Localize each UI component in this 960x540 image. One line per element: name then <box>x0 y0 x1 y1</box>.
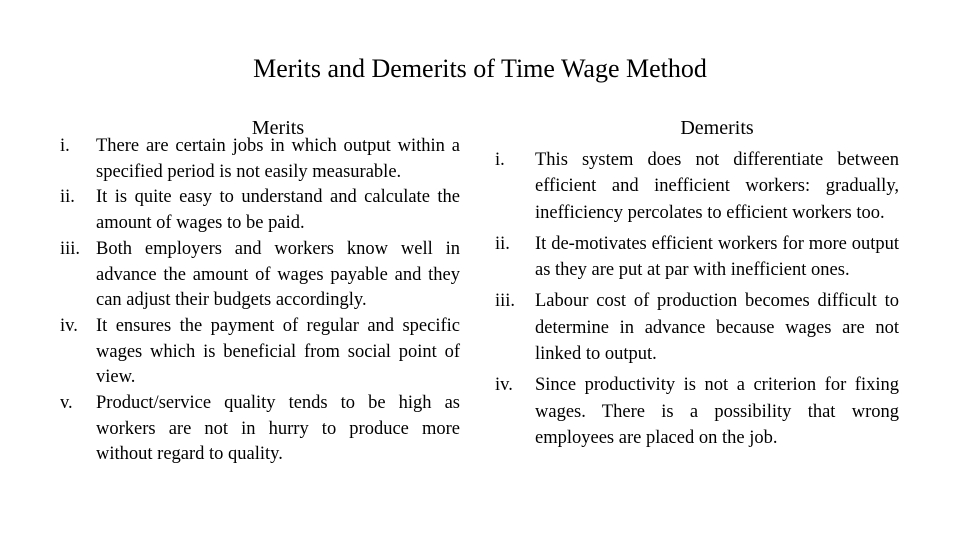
demerit-text: Labour cost of production becomes difficult to determine in advance because wages are not linked to output. <box>535 291 899 365</box>
merit-item-1 <box>60 134 460 185</box>
merit-numeral: v. <box>60 393 73 414</box>
merit-text: It is quite easy to understand and calculate the amount of wages to be paid. <box>96 187 460 234</box>
merit-item-2 <box>60 185 460 236</box>
demerit-item-3 <box>495 288 899 367</box>
demerit-item-4 <box>495 372 899 451</box>
merit-numeral: ii. <box>60 187 75 208</box>
demerit-text: This system does not differentiate between efficient and inefficient workers: gradually, inefficiency percolates to efficient workers too. <box>535 150 899 223</box>
demerit-item-2 <box>495 231 899 284</box>
merit-text: It ensures the payment of regular and specific wages which is beneficial from social point of view. <box>96 315 460 388</box>
merit-numeral: i. <box>60 136 70 156</box>
demerits-column <box>495 115 899 456</box>
merits-heading: Merits <box>251 117 305 139</box>
merit-text: Both employers and workers know well in advance the amount of wages payable and they can adjust their budgets accordingly. <box>96 238 460 311</box>
merit-text: Product/service quality tends to be high as workers are not in hurry to produce more without regard to quality. <box>96 393 460 465</box>
demerit-text: It de-motivates efficient workers for more output as they are put at par with inefficient ones. <box>535 233 899 281</box>
demerits-list <box>495 147 899 451</box>
demerit-numeral: iv. <box>495 375 513 396</box>
page-title: Merits and Demerits of Time Wage Method <box>253 54 707 83</box>
demerit-text: Since productivity is not a criterion for fixing wages. There is a possibility that wrong employees are placed on the job. <box>535 375 899 448</box>
merit-item-4 <box>60 314 460 391</box>
merit-item-5 <box>60 391 460 468</box>
merit-text: There are certain jobs in which output within a specified period is not easily measurable. <box>96 136 460 182</box>
merit-numeral: iii. <box>60 238 81 259</box>
merit-item-3 <box>60 237 460 314</box>
merits-list <box>60 134 460 468</box>
demerit-numeral: iii. <box>495 291 516 312</box>
demerit-item-1 <box>495 147 899 226</box>
demerit-numeral: i. <box>495 150 505 170</box>
demerit-numeral: ii. <box>495 233 510 254</box>
demerits-heading: Demerits <box>680 117 754 139</box>
merit-numeral: iv. <box>60 315 78 336</box>
merits-column <box>60 115 460 468</box>
